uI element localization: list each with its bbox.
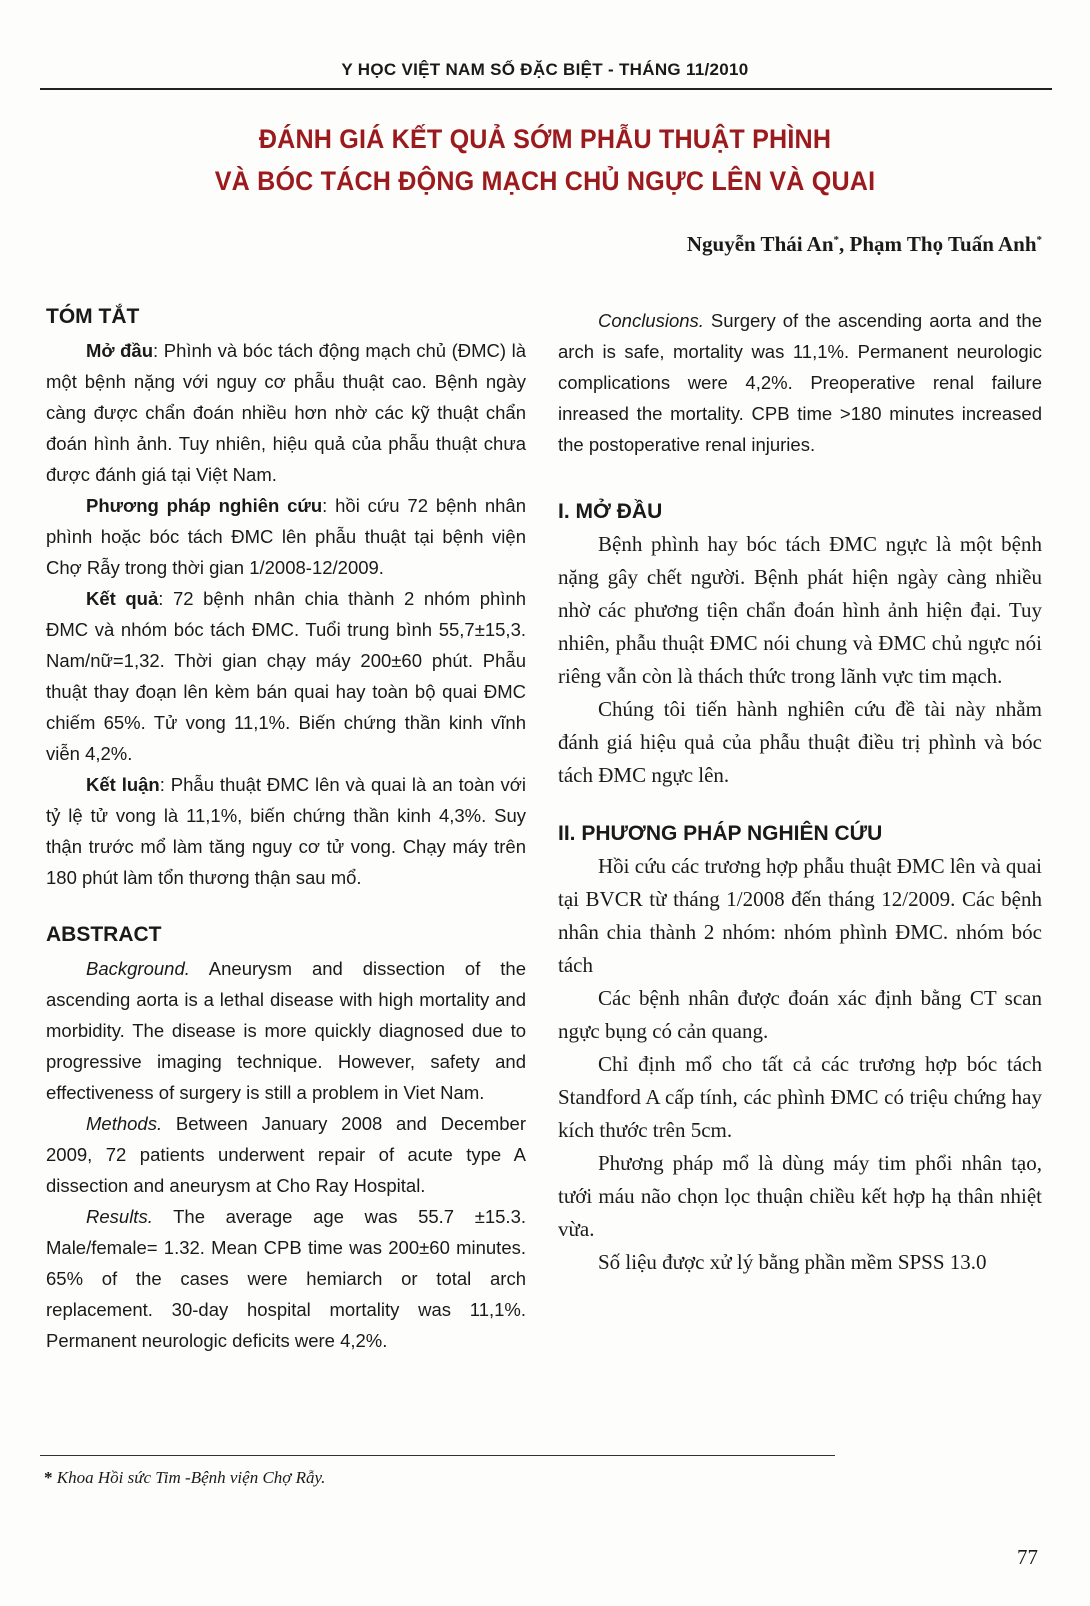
- author-separator: ,: [839, 232, 850, 256]
- abstract-conclusions-label: Conclusions.: [598, 310, 704, 331]
- summary-background-label: Mở đầu: [86, 340, 154, 361]
- abstract-conclusions: [558, 305, 1042, 460]
- section-2-paragraph-5: Số liệu được xử lý bằng phần mềm SPSS 13.0: [598, 1250, 987, 1274]
- left-column: [46, 305, 526, 1356]
- page-number: 77: [1017, 1545, 1038, 1569]
- section-1-paragraph-2: Chúng tôi tiến hành nghiên cứu đề tài này nhằm đánh giá hiệu quả của phẫu thuật điều trị phình và bóc tách ĐMC ngực lên.: [558, 697, 1042, 787]
- title-line-2: VÀ BÓC TÁCH ĐỘNG MẠCH CHỦ NGỰC LÊN VÀ QUAI: [214, 166, 876, 196]
- header-rule: [40, 88, 1052, 90]
- section-2-paragraph-3: Chỉ định mổ cho tất cả các trương hợp bóc tách Standford A cấp tính, các phình ĐMC có triệu chứng hay kích thước trên 5cm.: [558, 1052, 1042, 1142]
- summary-conclusion-label: Kết luận: [86, 774, 160, 795]
- summary-heading: TÓM TẮT: [46, 305, 140, 328]
- abstract-methods: [46, 1108, 526, 1201]
- abstract-background: [46, 953, 526, 1108]
- abstract-background-label: Background.: [86, 958, 190, 979]
- abstract-background-text: Aneurysm and dissection of the ascending aorta is a lethal disease with high mortality and morbidity. The disease is more quickly diagnosed due to progressive imaging technique. However, safety and effectiveness of surgery is still a problem in Viet Nam.: [46, 958, 526, 1103]
- section-2-paragraph-1: Hồi cứu các trương hợp phẫu thuật ĐMC lên và quai tại BVCR từ tháng 1/2008 đến tháng 12/2009. Các bệnh nhân chia thành 2 nhóm: nhóm phình ĐMC. nhóm bóc tách: [558, 854, 1042, 977]
- footnote: [44, 1468, 325, 1488]
- section-2-paragraph-2: Các bệnh nhân được đoán xác định bằng CT scan ngực bụng có cản quang.: [558, 986, 1042, 1043]
- summary-results-text: : 72 bệnh nhân chia thành 2 nhóm phình ĐMC và nhóm bóc tách ĐMC. Tuổi trung bình 55,7±15,3. Nam/nữ=1,32. Thời gian chạy máy 200±60 phút. Phẫu thuật thay đoạn lên kèm bán quai hay toàn bộ quai ĐMC chiếm 65%. Tử vong 11,1%. Biến chứng thần kinh vĩnh viễn 4,2%.: [46, 588, 526, 764]
- summary-results: [46, 583, 526, 769]
- summary-methods-text: : hồi cứu 72 bệnh nhân phình hoặc bóc tách ĐMC lên phẫu thuật tại bệnh viện Chợ Rẫy trong thời gian 1/2008-12/2009.: [46, 495, 526, 578]
- section-1-paragraph-1: Bệnh phình hay bóc tách ĐMC ngực là một bệnh nặng gây chết người. Bệnh phát hiện ngày càng nhiều nhờ các phương tiện chẩn đoán hình ảnh hiện đại. Tuy nhiên, phẫu thuật ĐMC nói chung và ĐMC chủ ngực nói riêng vẫn còn là thách thức trong lãnh vực tim mạch.: [558, 532, 1042, 688]
- abstract-methods-text: Between January 2008 and December 2009, 72 patients underwent repair of acute type A dissection and aneurysm at Cho Ray Hospital.: [46, 1113, 526, 1196]
- abstract-heading: ABSTRACT: [46, 923, 162, 946]
- article-title: [150, 118, 940, 202]
- title-line-1: ĐÁNH GIÁ KẾT QUẢ SỚM PHẪU THUẬT PHÌNH: [258, 124, 832, 154]
- abstract-results: [46, 1201, 526, 1356]
- author-1-mark: *: [833, 234, 840, 246]
- section-2-paragraph-4: Phương pháp mổ là dùng máy tim phổi nhân tạo, tưới máu não chọn lọc thuận chiều kết hợp hạ thân nhiệt vừa.: [558, 1151, 1042, 1241]
- summary-conclusion: [46, 769, 526, 893]
- author-2: Phạm Thọ Tuấn Anh: [849, 232, 1037, 256]
- summary-background: [46, 335, 526, 490]
- right-column: [558, 305, 1042, 1279]
- journal-header: Y HỌC VIỆT NAM SỐ ĐẶC BIỆT - THÁNG 11/2010: [341, 60, 749, 79]
- footnote-mark: *: [44, 1468, 53, 1487]
- footnote-text: Khoa Hồi sức Tim -Bệnh viện Chợ Rẫy.: [52, 1468, 326, 1487]
- footnote-rule: [40, 1455, 835, 1456]
- section-2-heading: II. PHƯƠNG PHÁP NGHIÊN CỨU: [558, 822, 883, 845]
- summary-methods-label: Phương pháp nghiên cứu: [86, 495, 323, 516]
- abstract-conclusions-text: Surgery of the ascending aorta and the arch is safe, mortality was 11,1%. Permanent neurologic complications were 4,2%. Preoperative renal failure inreased the mortality. CPB time >180 minutes increased the postoperative renal injuries.: [558, 310, 1042, 455]
- section-1-heading: I. MỞ ĐẦU: [558, 500, 663, 523]
- summary-background-text: : Phình và bóc tách động mạch chủ (ĐMC) là một bệnh nặng với nguy cơ phẫu thuật cao. Bệnh ngày càng được chẩn đoán nhiều hơn nhờ các kỹ thuật chẩn đoán hình ảnh. Tuy nhiên, hiệu quả của phẫu thuật chưa được đánh giá tại Việt Nam.: [46, 340, 527, 485]
- abstract-methods-label: Methods.: [86, 1113, 163, 1134]
- abstract-results-label: Results.: [86, 1206, 153, 1227]
- summary-methods: [46, 490, 526, 583]
- summary-conclusion-text: : Phẫu thuật ĐMC lên và quai là an toàn với tỷ lệ tử vong là 11,1%, biến chứng thần kinh 4,3%. Suy thận trước mổ làm tăng nguy cơ tử vong. Chạy máy trên 180 phút làm tổn thương thận sau mổ.: [46, 774, 527, 888]
- author-1: Nguyễn Thái An: [686, 232, 834, 256]
- abstract-results-text: The average age was 55.7 ±15.3. Male/female= 1.32. Mean CPB time was 200±60 minutes. 65% of the cases were hemiarch or total arch replacement. 30-day hospital mortality was 11,1%. Permanent neurologic deficits were 4,2%.: [46, 1206, 526, 1351]
- author-2-mark: *: [1036, 234, 1042, 246]
- authors: [687, 232, 1042, 257]
- summary-results-label: Kết quả: [86, 588, 159, 609]
